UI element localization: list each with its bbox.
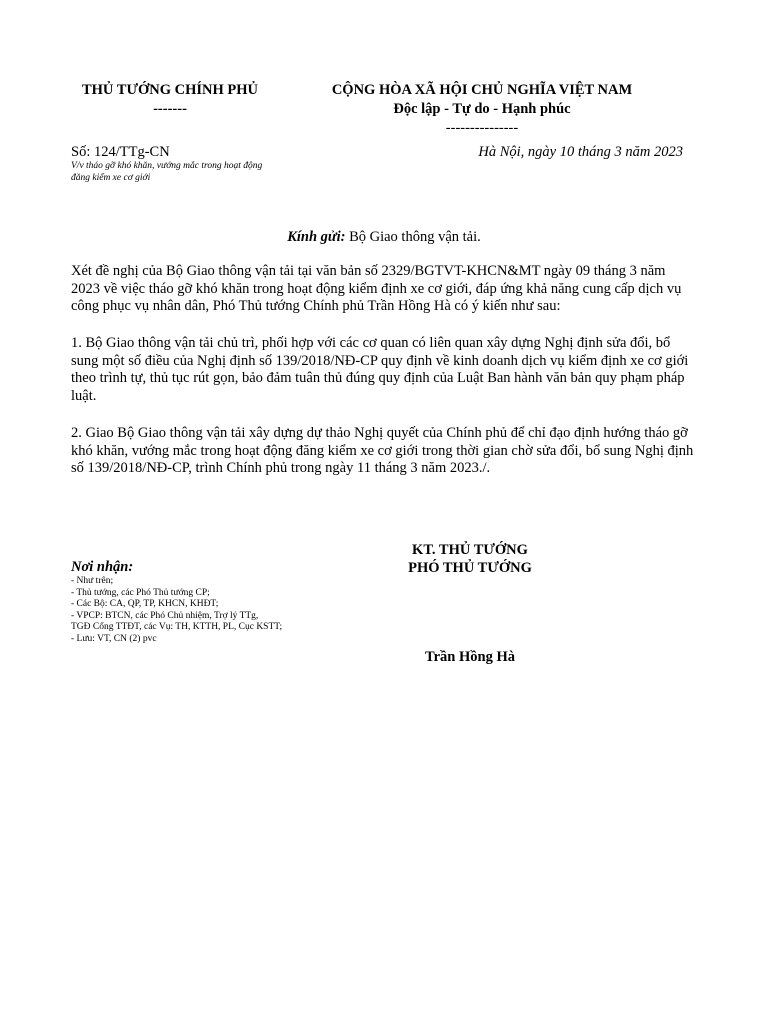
recipients-block: [71, 558, 351, 646]
recipient-item: - VPCP: BTCN, các Phó Chủ nhiệm, Trợ lý TTg,: [71, 610, 259, 621]
recipient-item: - Thủ tướng, các Phó Thủ tướng CP;: [71, 587, 210, 598]
recipient-item: - Các Bộ: CA, QP, TP, KHCN, KHĐT;: [71, 599, 219, 610]
recipient-item: - Như trên;: [71, 576, 114, 586]
national-motto: Độc lập - Tự do - Hạnh phúc: [393, 101, 571, 117]
recipient-line: [0, 228, 768, 246]
recipient-name: Bộ Giao thông vận tải.: [345, 229, 481, 245]
directive-point-2: 2. Giao Bộ Giao thông vận tải xây dựng dự thảo Nghị quyết của Chính phủ để chỉ đạo định hướng tháo gỡ khó khăn, vướng mắc trong hoạt động đăng kiểm xe cơ giới trong thời gian chờ sửa đổi, bổ sung Nghị định số 139/2018/NĐ-CP, trình Chính phủ trong ngày 11 tháng 3 năm 2023./.: [71, 425, 694, 477]
agency-divider: -------: [153, 101, 187, 117]
motto-divider: ---------------: [445, 120, 519, 136]
recipient-item: TGĐ Cổng TTĐT, các Vụ: TH, KTTH, PL, Cục KSTT;: [71, 622, 283, 633]
issuing-agency-block: [60, 81, 280, 119]
recipient-item: - Lưu: VT, CN (2) pvc: [71, 633, 157, 644]
directive-point-1: 1. Bộ Giao thông vận tải chủ trì, phối hợp với các cơ quan có liên quan xây dựng Nghị định sửa đổi, bổ sung một số điều của Nghị định số 139/2018/NĐ-CP quy định về kinh doanh dịch vụ kiểm định xe cơ giới theo trình tự, thủ tục rút gọn, bảo đảm tuân thủ đúng quy định của Luật Ban hành văn bản quy phạm pháp luật.: [71, 335, 689, 405]
recipients-list: [71, 576, 351, 646]
signer-name: Trần Hồng Hà: [425, 649, 515, 665]
intro-paragraph: Xét đề nghị của Bộ Giao thông vận tải tại văn bản số 2329/BGTVT-KHCN&MT ngày 09 tháng 3 năm 2023 về việc tháo gỡ khó khăn trong hoạt động kiểm định xe cơ giới, đáp ứng khả năng cung cấp dịch vụ công phục vụ nhân dân, Phó Thủ tướng Chính phủ Trần Hồng Hà có ý kiến như sau:: [71, 263, 682, 315]
signature-authority: KT. THỦ TƯỚNG: [412, 542, 528, 558]
issuing-agency: THỦ TƯỚNG CHÍNH PHỦ: [81, 82, 259, 98]
recipient-label: Kính gửi:: [287, 229, 346, 245]
country-name: CỘNG HÒA XÃ HỘI CHỦ NGHĨA VIỆT NAM: [331, 82, 633, 98]
document-subject: V/v tháo gỡ khó khăn, vướng mắc trong hoạt động đăng kiểm xe cơ giới: [71, 161, 263, 183]
signature-title: PHÓ THỦ TƯỚNG: [408, 560, 532, 576]
signature-block: [330, 541, 610, 577]
document-date: Hà Nội, ngày 10 tháng 3 năm 2023: [478, 144, 683, 160]
document-number: Số: 124/TTg-CN: [71, 144, 170, 160]
recipients-title: Nơi nhận:: [71, 559, 134, 575]
national-title-block: [300, 81, 664, 138]
